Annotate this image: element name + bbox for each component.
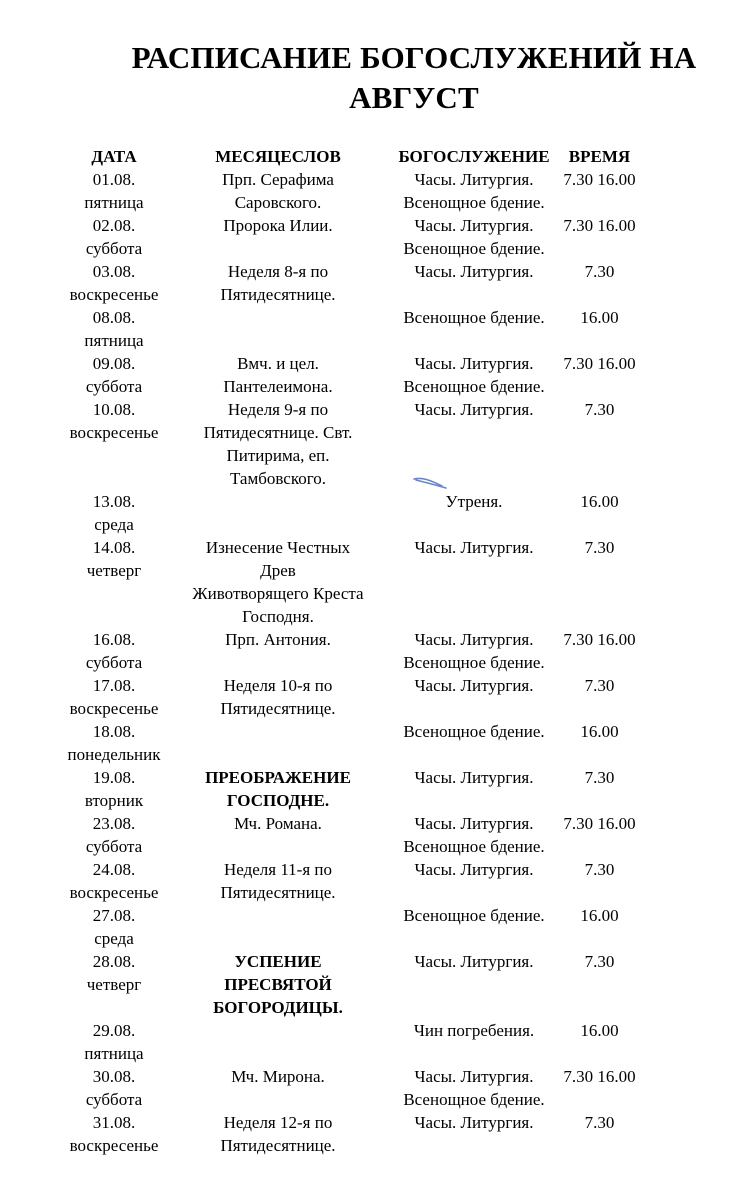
date-text: 24.08. <box>92 860 136 879</box>
time-cell <box>552 904 647 950</box>
table-row <box>0 1019 748 1065</box>
time-cell <box>552 352 647 398</box>
menologion-cell <box>188 858 368 904</box>
date-text: 08.08. <box>92 308 136 327</box>
service-cell <box>390 1019 558 1065</box>
menologion-text: Мч. Романа. <box>234 814 322 833</box>
table-row <box>0 168 748 214</box>
date-cell <box>30 812 198 858</box>
date-text: 19.08. <box>92 768 136 787</box>
table-row <box>0 490 748 536</box>
service-cell <box>390 306 558 352</box>
weekday-text: воскресенье <box>69 285 159 304</box>
date-text: 23.08. <box>92 814 136 833</box>
date-cell <box>30 904 198 950</box>
date-cell <box>30 1019 198 1065</box>
service-text: Часы. Литургия. <box>414 952 534 971</box>
date-cell <box>30 168 198 214</box>
menologion-cell <box>188 168 368 214</box>
time-text: 16.00 <box>580 1021 619 1040</box>
date-text: 02.08. <box>92 216 136 235</box>
menologion-text: Пятидесятнице. Свт. <box>203 423 353 442</box>
service-text: Всенощное бдение. <box>403 239 545 258</box>
menologion-cell <box>188 306 368 352</box>
menologion-text: Мч. Мирона. <box>231 1067 325 1086</box>
date-text: 13.08. <box>92 492 136 511</box>
date-text: 01.08. <box>92 170 136 189</box>
service-cell <box>390 1111 558 1157</box>
date-cell <box>30 306 198 352</box>
service-cell <box>390 628 558 674</box>
service-text: Всенощное бдение. <box>403 837 545 856</box>
time-cell <box>552 168 647 214</box>
service-text: Часы. Литургия. <box>414 170 534 189</box>
service-cell <box>390 812 558 858</box>
menologion-cell <box>188 812 368 858</box>
menologion-text: Неделя 9-я по <box>227 400 329 419</box>
time-text: 7.30 <box>584 262 615 281</box>
time-text: 7.30 <box>584 676 615 695</box>
date-cell <box>30 352 198 398</box>
time-text: 7.30 16.00 <box>563 1067 636 1086</box>
time-cell <box>552 858 647 904</box>
table-row <box>0 1065 748 1111</box>
date-cell <box>30 950 198 1019</box>
menologion-text: Прп. Серафима <box>222 170 334 189</box>
menologion-cell <box>188 674 368 720</box>
time-text: 7.30 <box>584 952 615 971</box>
menologion-cell <box>188 398 368 490</box>
time-text: 16.00 <box>580 906 619 925</box>
date-cell <box>30 214 198 260</box>
service-text: Часы. Литургия. <box>414 768 534 787</box>
menologion-text: ПРЕСВЯТОЙ <box>224 975 332 994</box>
weekday-text: пятница <box>84 331 144 350</box>
menologion-text: Неделя 8-я по <box>227 262 329 281</box>
schedule-table <box>0 145 748 1157</box>
service-text: Часы. Литургия. <box>414 354 534 373</box>
date-text: 17.08. <box>92 676 136 695</box>
date-text: 09.08. <box>92 354 136 373</box>
menologion-text: Саровского. <box>234 193 322 212</box>
date-text: 18.08. <box>92 722 136 741</box>
menologion-text: Прп. Антония. <box>225 630 331 649</box>
menologion-text: Пятидесятнице. <box>220 883 336 902</box>
time-text: 16.00 <box>580 722 619 741</box>
service-text: Часы. Литургия. <box>414 814 534 833</box>
service-cell <box>390 766 558 812</box>
time-cell <box>552 766 647 812</box>
menologion-cell <box>188 904 368 950</box>
time-cell <box>552 260 647 306</box>
table-body <box>0 168 748 1157</box>
time-text: 16.00 <box>580 308 619 327</box>
date-text: 30.08. <box>92 1067 136 1086</box>
menologion-cell <box>188 1065 368 1111</box>
menologion-text: Господня. <box>242 607 314 626</box>
service-text: Чин погребения. <box>413 1021 535 1040</box>
table-row <box>0 674 748 720</box>
date-text: 03.08. <box>92 262 136 281</box>
menologion-text: Изнесение Честных Древ <box>205 538 351 580</box>
date-cell <box>30 766 198 812</box>
menologion-text: Пророка Илии. <box>223 216 333 235</box>
weekday-text: суббота <box>85 377 143 396</box>
service-cell <box>390 260 558 306</box>
table-row <box>0 352 748 398</box>
service-text: Всенощное бдение. <box>403 193 545 212</box>
weekday-text: четверг <box>86 561 142 580</box>
date-text: 10.08. <box>92 400 136 419</box>
time-cell <box>552 1111 647 1157</box>
time-cell <box>552 628 647 674</box>
weekday-text: среда <box>94 515 134 534</box>
menologion-text: Пятидесятнице. <box>220 285 336 304</box>
time-cell <box>552 398 647 490</box>
service-text: Всенощное бдение. <box>403 308 545 327</box>
table-row <box>0 536 748 628</box>
service-cell <box>390 858 558 904</box>
table-row <box>0 950 748 1019</box>
header-service: БОГОСЛУЖЕНИЕ <box>398 147 550 166</box>
weekday-text: вторник <box>84 791 144 810</box>
menologion-text: Неделя 10-я по <box>223 676 333 695</box>
header-time: ВРЕМЯ <box>568 147 631 166</box>
weekday-text: суббота <box>85 653 143 672</box>
service-text: Часы. Литургия. <box>414 1067 534 1086</box>
menologion-cell <box>188 1019 368 1065</box>
service-cell <box>390 720 558 766</box>
weekday-text: четверг <box>86 975 142 994</box>
service-cell <box>390 904 558 950</box>
weekday-text: пятница <box>84 1044 144 1063</box>
time-cell <box>552 214 647 260</box>
weekday-text: среда <box>94 929 134 948</box>
service-text: Всенощное бдение. <box>403 722 545 741</box>
service-cell <box>390 352 558 398</box>
date-text: 28.08. <box>92 952 136 971</box>
date-cell <box>30 536 198 628</box>
time-cell <box>552 812 647 858</box>
service-text: Всенощное бдение. <box>403 906 545 925</box>
table-row <box>0 306 748 352</box>
time-text: 7.30 16.00 <box>563 216 636 235</box>
table-row <box>0 812 748 858</box>
service-cell <box>390 1065 558 1111</box>
service-text: Часы. Литургия. <box>414 400 534 419</box>
menologion-cell <box>188 214 368 260</box>
table-row <box>0 260 748 306</box>
time-text: 7.30 <box>584 538 615 557</box>
table-row <box>0 858 748 904</box>
date-text: 14.08. <box>92 538 136 557</box>
time-text: 7.30 <box>584 768 615 787</box>
date-text: 27.08. <box>92 906 136 925</box>
service-text: Всенощное бдение. <box>403 653 545 672</box>
weekday-text: суббота <box>85 239 143 258</box>
weekday-text: воскресенье <box>69 423 159 442</box>
menologion-cell <box>188 720 368 766</box>
table-row <box>0 720 748 766</box>
date-cell <box>30 1111 198 1157</box>
date-cell <box>30 720 198 766</box>
menologion-cell <box>188 490 368 536</box>
menologion-text: Питирима, еп. <box>226 446 330 465</box>
date-text: 16.08. <box>92 630 136 649</box>
date-cell <box>30 674 198 720</box>
time-cell <box>552 490 647 536</box>
menologion-cell <box>188 766 368 812</box>
service-cell <box>390 674 558 720</box>
time-cell <box>552 950 647 1019</box>
date-cell <box>30 398 198 490</box>
menologion-text: Неделя 12-я по <box>223 1113 333 1132</box>
menologion-text: Вмч. и цел. <box>237 354 319 373</box>
service-text: Часы. Литургия. <box>414 630 534 649</box>
menologion-cell <box>188 352 368 398</box>
date-cell <box>30 858 198 904</box>
service-text: Часы. Литургия. <box>414 262 534 281</box>
weekday-text: понедельник <box>67 745 161 764</box>
menologion-text: БОГОРОДИЦЫ. <box>213 998 343 1017</box>
page-title: РАСПИСАНИЕ БОГОСЛУЖЕНИЙ НА АВГУСТ <box>131 40 697 115</box>
date-cell <box>30 490 198 536</box>
time-text: 7.30 16.00 <box>563 170 636 189</box>
time-text: 7.30 <box>584 1113 615 1132</box>
table-row <box>0 214 748 260</box>
service-text: Всенощное бдение. <box>403 377 545 396</box>
date-cell <box>30 1065 198 1111</box>
menologion-cell <box>188 536 368 628</box>
menologion-text: Животворящего Креста <box>192 584 364 603</box>
time-cell <box>552 1019 647 1065</box>
service-text: Часы. Литургия. <box>414 538 534 557</box>
service-text: Часы. Литургия. <box>414 1113 534 1132</box>
pen-mark <box>412 474 448 490</box>
table-row <box>0 398 748 490</box>
menologion-text: Пятидесятнице. <box>220 699 336 718</box>
menologion-text: Пантелеимона. <box>223 377 333 396</box>
time-cell <box>552 674 647 720</box>
weekday-text: воскресенье <box>69 699 159 718</box>
menologion-text: УСПЕНИЕ <box>234 952 322 971</box>
time-text: 7.30 16.00 <box>563 630 636 649</box>
date-text: 29.08. <box>92 1021 136 1040</box>
date-text: 31.08. <box>92 1113 136 1132</box>
service-cell <box>390 536 558 628</box>
weekday-text: воскресенье <box>69 1136 159 1155</box>
table-row <box>0 766 748 812</box>
table-header <box>0 145 748 168</box>
service-text: Утреня. <box>445 492 503 511</box>
menologion-cell <box>188 260 368 306</box>
weekday-text: воскресенье <box>69 883 159 902</box>
weekday-text: пятница <box>84 193 144 212</box>
menologion-cell <box>188 950 368 1019</box>
time-text: 7.30 16.00 <box>563 354 636 373</box>
weekday-text: суббота <box>85 837 143 856</box>
time-cell <box>552 306 647 352</box>
menologion-cell <box>188 1111 368 1157</box>
date-cell <box>30 260 198 306</box>
menologion-text: ГОСПОДНЕ. <box>226 791 330 810</box>
time-text: 7.30 <box>584 400 615 419</box>
date-cell <box>30 628 198 674</box>
menologion-text: Тамбовского. <box>229 469 327 488</box>
service-cell <box>390 214 558 260</box>
service-cell <box>390 490 558 536</box>
time-text: 7.30 16.00 <box>563 814 636 833</box>
time-text: 7.30 <box>584 860 615 879</box>
menologion-cell <box>188 628 368 674</box>
menologion-text: ПРЕОБРАЖЕНИЕ <box>205 768 351 787</box>
service-cell <box>390 950 558 1019</box>
time-cell <box>552 720 647 766</box>
service-text: Часы. Литургия. <box>414 676 534 695</box>
time-cell <box>552 536 647 628</box>
header-menologion: МЕСЯЦЕСЛОВ <box>215 147 341 166</box>
menologion-text: Пятидесятнице. <box>220 1136 336 1155</box>
table-row <box>0 904 748 950</box>
table-row <box>0 628 748 674</box>
table-row <box>0 1111 748 1157</box>
service-text: Часы. Литургия. <box>414 216 534 235</box>
weekday-text: суббота <box>85 1090 143 1109</box>
header-date: ДАТА <box>91 147 137 166</box>
time-cell <box>552 1065 647 1111</box>
service-cell <box>390 168 558 214</box>
time-text: 16.00 <box>580 492 619 511</box>
service-text: Часы. Литургия. <box>414 860 534 879</box>
menologion-text: Неделя 11-я по <box>223 860 333 879</box>
service-text: Всенощное бдение. <box>403 1090 545 1109</box>
